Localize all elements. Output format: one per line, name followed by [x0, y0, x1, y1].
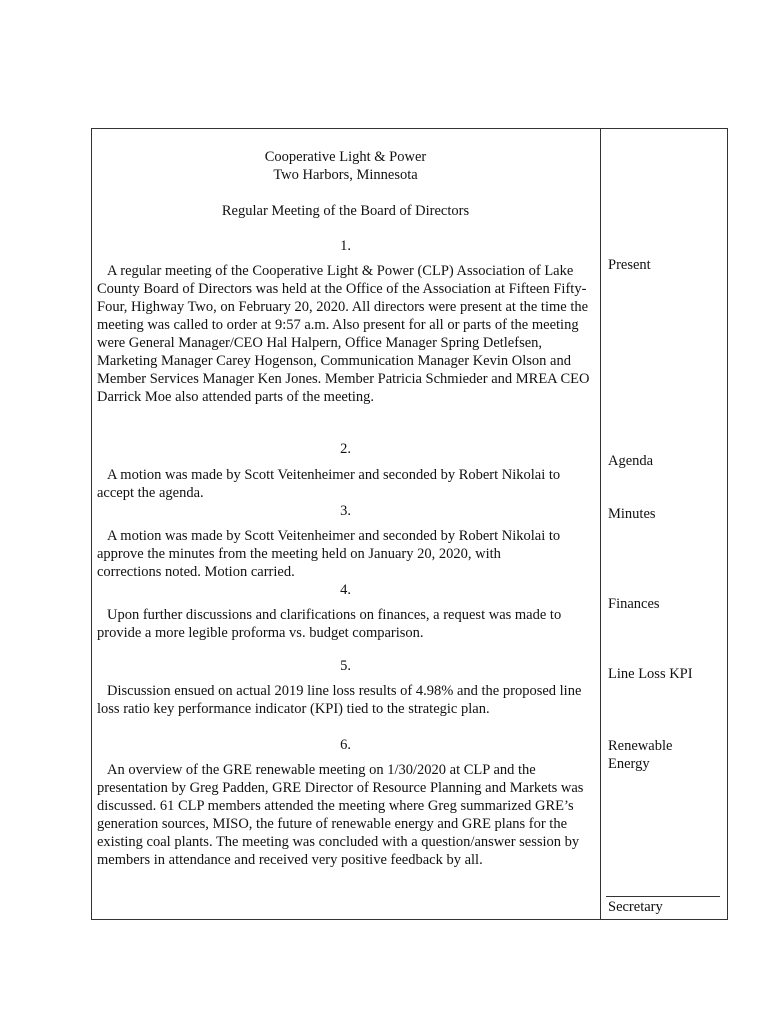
section-text: Discussion ensued on actual 2019 line loss results of 4.98% and the proposed line loss ratio key performance indicator (KPI) tied to the strategic plan.: [97, 683, 582, 717]
section-text: Upon further discussions and clarifications on finances, a request was made to provide a more legible proforma vs. budget comparison.: [97, 607, 562, 641]
section-number: 2.: [340, 441, 351, 457]
signature-line: [606, 896, 720, 897]
section-number: 5.: [340, 658, 351, 674]
section-number: 4.: [340, 582, 351, 598]
section-text: A motion was made by Scott Veitenheimer and seconded by Robert Nikolai to approve the minutes from the meeting held on January 20, 2020, with corrections noted. Motion carried.: [97, 528, 561, 580]
margin-note-minutes: Minutes: [608, 506, 656, 522]
section-number: 6.: [340, 737, 351, 753]
column-divider: [600, 128, 601, 920]
section-number: 3.: [340, 503, 351, 519]
org-location: Two Harbors, Minnesota: [273, 167, 418, 183]
margin-note-finances: Finances: [608, 596, 660, 612]
section-text: A regular meeting of the Cooperative Light & Power (CLP) Association of Lake County Board of Directors was held at the Office of the Association at Fifteen Fifty-Four, Highway Two, on February 20, 2020. All directors were present at the time the meeting was called to order at 9:57 a.m. Also present for all or parts of the meeting were General Manager/CEO Hal Halpern, Office Manager Spring Detlefsen, Marketing Manager Carey Hogenson, Communication Manager Kevin Olson and Member Services Manager Ken Jones. Member Patricia Schmieder and MREA CEO Darrick Moe also attended parts of the meeting.: [97, 263, 590, 405]
margin-note-renewable: Renewable: [608, 738, 673, 754]
margin-note-present: Present: [608, 257, 651, 273]
margin-note-energy: Energy: [608, 756, 650, 772]
meeting-title: Regular Meeting of the Board of Directors: [221, 203, 470, 219]
section-number: 1.: [340, 238, 351, 254]
margin-note-line-loss: Line Loss KPI: [608, 666, 693, 682]
margin-note-agenda: Agenda: [608, 453, 654, 469]
org-name: Cooperative Light & Power: [264, 149, 427, 165]
secretary-label: Secretary: [608, 899, 663, 915]
section-text: An overview of the GRE renewable meeting on 1/30/2020 at CLP and the presentation by Greg Padden, GRE Director of Resource Planning and Markets was discussed. 61 CLP members attended the meeting where Greg summarized GRE’s generation sources, MISO, the future of renewable energy and GRE plans for the existing coal plants. The meeting was concluded with a question/answer session by members in attendance and received very positive feedback by all.: [97, 762, 584, 868]
section-text: A motion was made by Scott Veitenheimer and seconded by Robert Nikolai to accept the agenda.: [97, 467, 561, 501]
